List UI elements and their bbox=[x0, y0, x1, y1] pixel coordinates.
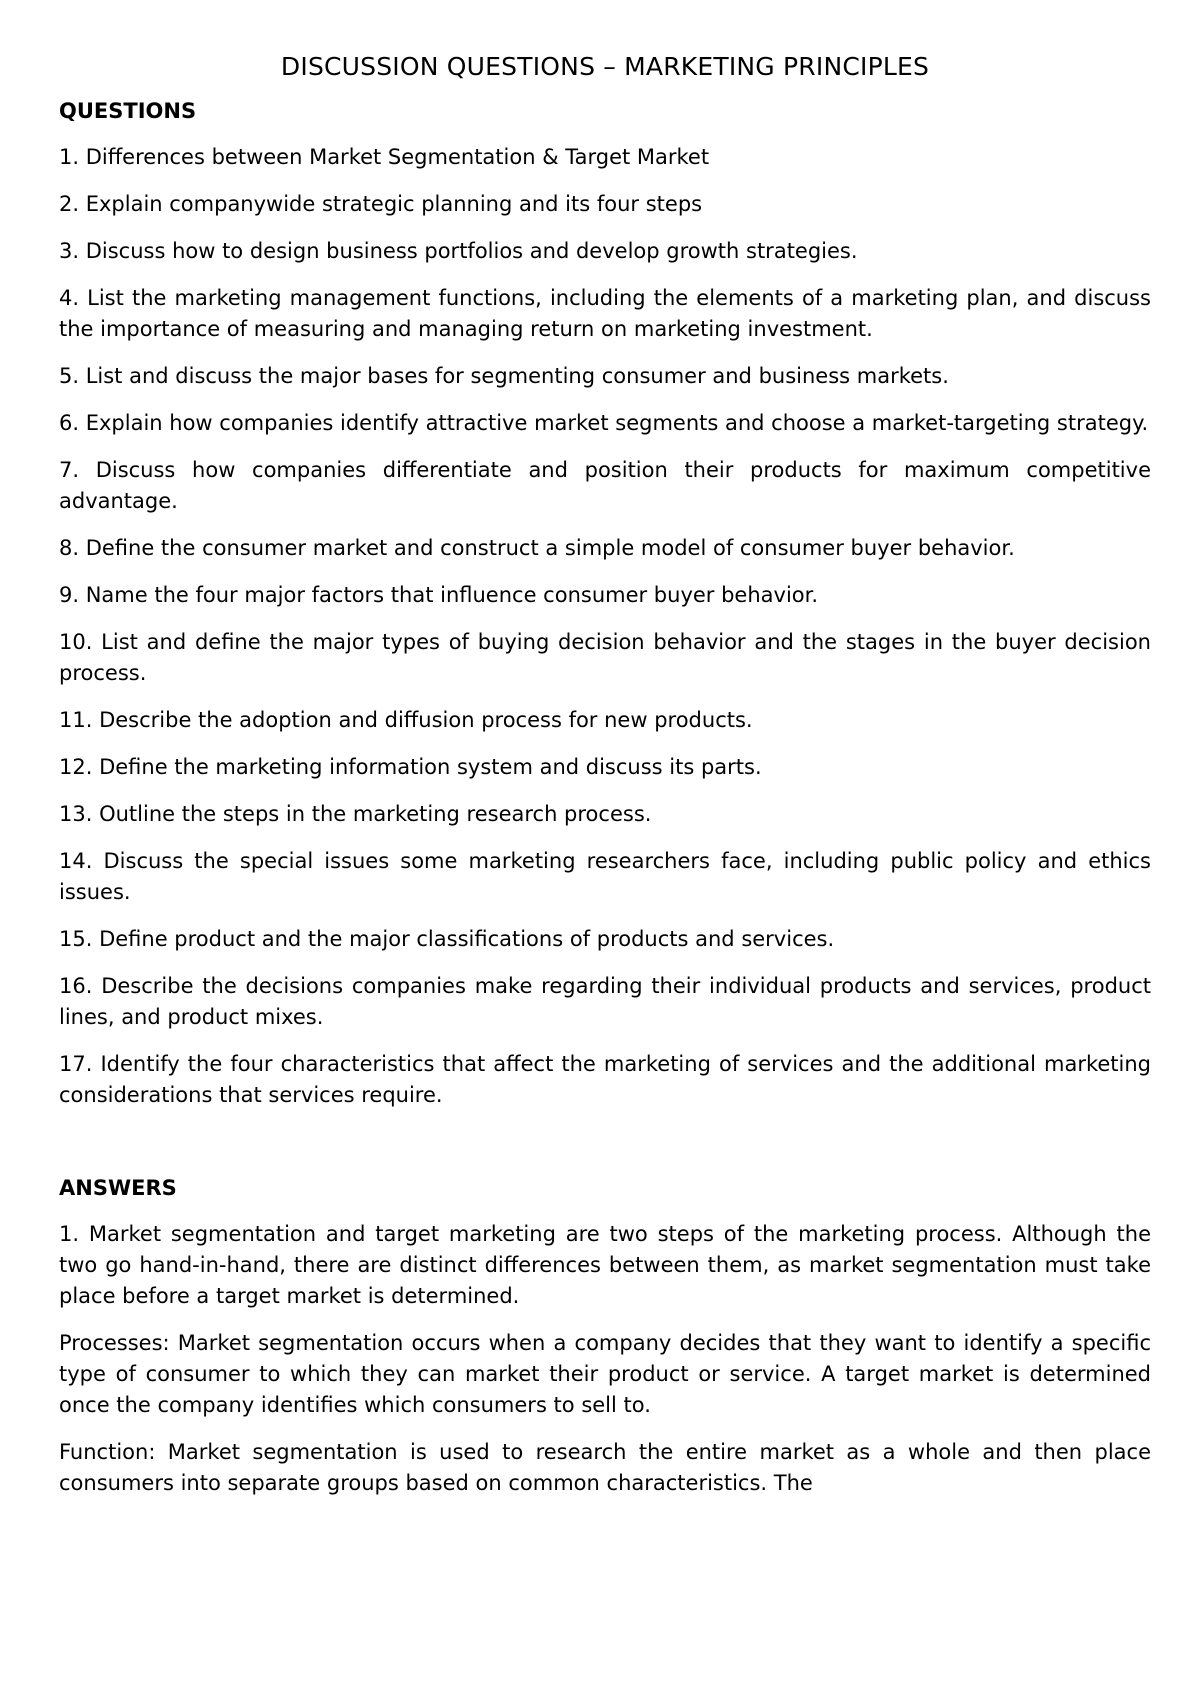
answer-paragraph: 1. Market segmentation and target marketing are two steps of the marketing process. Although the two go hand-in-hand, there are distinct differences between them, as market segmentation must take place before a target market is determined. bbox=[59, 1222, 1151, 1308]
question-item: 1. Differences between Market Segmentation & Target Market bbox=[59, 145, 710, 169]
answer-paragraph: Processes: Market segmentation occurs when a company decides that they want to identify a specific type of consumer to which they can market their product or service. A target market is determined once the company identifies which consumers to sell to. bbox=[59, 1331, 1151, 1417]
question-item: 12. Define the marketing information system and discuss its parts. bbox=[59, 755, 762, 779]
answers-list bbox=[59, 1219, 1151, 1499]
question-item: 13. Outline the steps in the marketing research process. bbox=[59, 802, 652, 826]
question-item: 9. Name the four major factors that influence consumer buyer behavior. bbox=[59, 583, 819, 607]
question-item: 2. Explain companywide strategic planning and its four steps bbox=[59, 192, 703, 216]
questions-heading: QUESTIONS bbox=[59, 99, 197, 123]
question-item: 8. Define the consumer market and construct a simple model of consumer buyer behavior. bbox=[59, 536, 1015, 560]
question-item: 10. List and define the major types of buying decision behavior and the stages in the buyer decision process. bbox=[59, 630, 1151, 685]
question-item: 14. Discuss the special issues some marketing researchers face, including public policy and ethics issues. bbox=[59, 849, 1151, 904]
question-item: 16. Describe the decisions companies make regarding their individual products and services, product lines, and product mixes. bbox=[59, 974, 1151, 1029]
question-item: 5. List and discuss the major bases for segmenting consumer and business markets. bbox=[59, 364, 949, 388]
question-item: 7. Discuss how companies differentiate and position their products for maximum competitive advantage. bbox=[59, 458, 1151, 513]
question-item: 17. Identify the four characteristics that affect the marketing of services and the additional marketing considerations that services require. bbox=[59, 1052, 1151, 1107]
question-item: 15. Define product and the major classifications of products and services. bbox=[59, 927, 835, 951]
document-page bbox=[59, 52, 1151, 1515]
question-item: 4. List the marketing management functions, including the elements of a marketing plan, and discuss the importance of measuring and managing return on marketing investment. bbox=[59, 286, 1151, 341]
section-spacer bbox=[59, 1127, 1151, 1173]
question-item: 6. Explain how companies identify attractive market segments and choose a market-targeting strategy. bbox=[59, 411, 1149, 435]
document-title: DISCUSSION QUESTIONS – MARKETING PRINCIPLES bbox=[280, 52, 930, 81]
questions-list bbox=[59, 142, 1151, 1111]
question-item: 11. Describe the adoption and diffusion process for new products. bbox=[59, 708, 753, 732]
question-item: 3. Discuss how to design business portfolios and develop growth strategies. bbox=[59, 239, 858, 263]
answer-paragraph: Function: Market segmentation is used to research the entire market as a whole and then place consumers into separate groups based on common characteristics. The bbox=[59, 1440, 1151, 1495]
answers-heading: ANSWERS bbox=[59, 1176, 177, 1200]
